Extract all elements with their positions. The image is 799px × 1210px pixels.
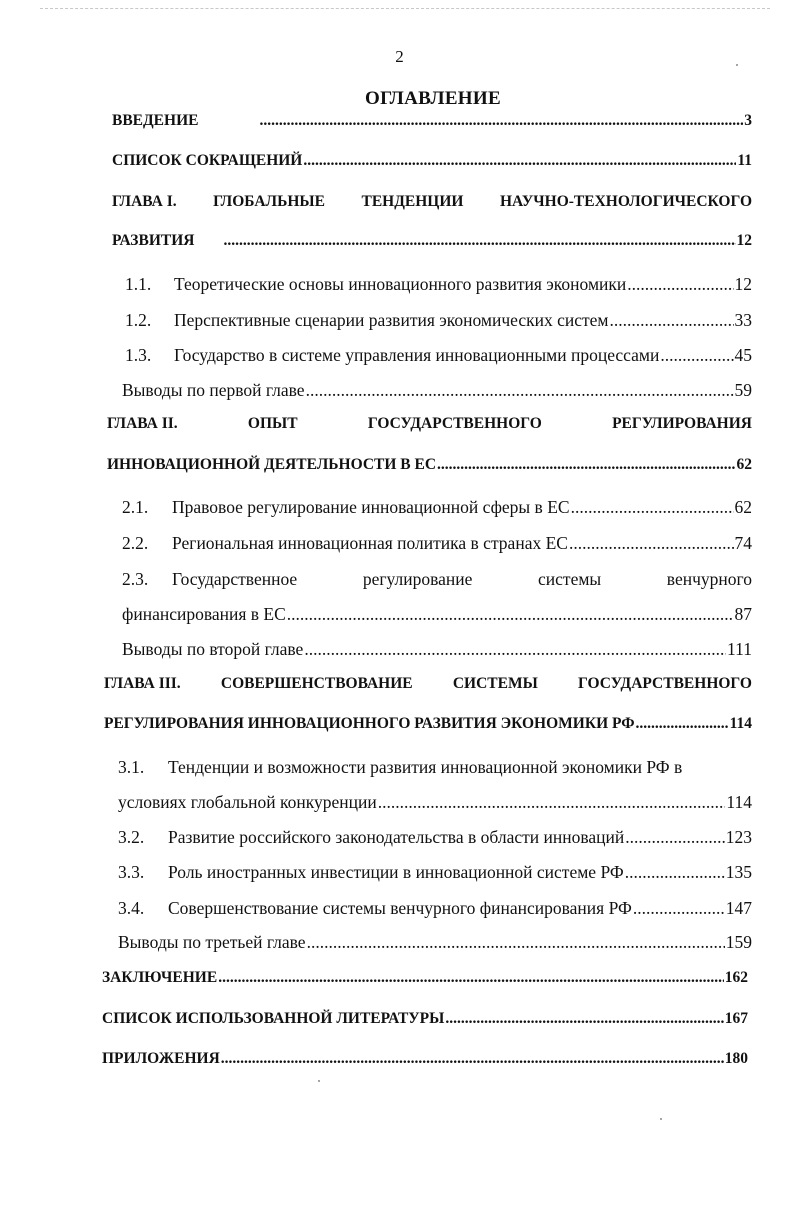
entry-page: 87 xyxy=(734,604,752,624)
scan-edge-line xyxy=(40,8,770,9)
entry-title: Выводы по второй главе xyxy=(122,639,304,659)
dot-leader xyxy=(627,274,733,295)
toc-conclusion-1[interactable] xyxy=(122,380,752,401)
toc-section-1-3[interactable] xyxy=(125,345,752,366)
scan-speck xyxy=(736,64,738,66)
entry-page: 159 xyxy=(725,932,752,952)
toc-section-1-2[interactable] xyxy=(125,310,752,331)
section-title: Развитие российского законодательства в области инноваций xyxy=(168,827,625,847)
entry-page: 135 xyxy=(725,862,752,882)
dot-leader xyxy=(306,380,734,401)
entry-page: 33 xyxy=(734,310,752,330)
section-number: 1.1. xyxy=(125,274,152,294)
dot-leader xyxy=(625,827,725,848)
entry-page: 12 xyxy=(736,232,752,249)
entry-page: 45 xyxy=(734,345,752,365)
dot-leader xyxy=(307,932,725,953)
entry-title: СПИСОК СОКРАЩЕНИЙ xyxy=(112,152,303,169)
chapter-title-word: ГОСУДАРСТВЕННОГО xyxy=(367,415,542,432)
section-title-word: регулирование xyxy=(362,569,473,589)
toc-conclusion-2[interactable] xyxy=(122,639,752,660)
entry-page: 114 xyxy=(729,715,752,732)
section-title-word: венчурного xyxy=(666,569,752,589)
dot-leader xyxy=(218,969,724,987)
toc-entry-references[interactable] xyxy=(102,1010,748,1028)
entry-title: ИННОВАЦИОННОЙ ДЕЯТЕЛЬНОСТИ В ЕС xyxy=(107,456,437,473)
chapter-title-word: СОВЕРШЕНСТВОВАНИЕ xyxy=(220,675,413,692)
entry-title: условиях глобальной конкуренции xyxy=(118,792,377,812)
section-number: 1.3. xyxy=(125,345,152,365)
section-title: Государство в системе управления инновационными процессами xyxy=(174,345,660,365)
entry-title: Выводы по первой главе xyxy=(122,380,305,400)
section-title: Региональная инновационная политика в странах ЕС xyxy=(172,533,568,553)
entry-title: Выводы по третьей главе xyxy=(118,932,306,952)
entry-title: РАЗВИТИЯ xyxy=(112,232,195,249)
dot-leader xyxy=(633,898,725,919)
dot-leader xyxy=(636,715,729,733)
entry-page: 123 xyxy=(725,827,752,847)
scan-speck xyxy=(660,1118,662,1120)
entry-page: 162 xyxy=(724,969,748,986)
scan-speck xyxy=(318,1080,320,1082)
toc-section-1-1[interactable] xyxy=(125,274,752,295)
dot-leader xyxy=(223,232,735,250)
entry-page: 74 xyxy=(734,533,752,553)
dot-leader xyxy=(378,792,726,813)
dot-leader xyxy=(259,112,743,130)
dot-leader xyxy=(221,1050,724,1068)
chapter-title-word: ГОСУДАРСТВЕННОГО xyxy=(578,675,752,692)
dot-leader xyxy=(437,456,735,474)
toc-section-2-2[interactable] xyxy=(122,533,752,554)
toc-conclusion-3[interactable] xyxy=(118,932,752,953)
dot-leader xyxy=(303,152,736,170)
dot-leader xyxy=(445,1010,723,1028)
entry-title: СПИСОК ИСПОЛЬЗОВАННОЙ ЛИТЕРАТУРЫ xyxy=(102,1010,445,1027)
chapter-label: ГЛАВА II. xyxy=(107,415,178,432)
section-title-word: системы xyxy=(538,569,602,589)
toc-chapter-3-heading[interactable] xyxy=(104,675,752,693)
section-title: Теоретические основы инновационного развития экономики xyxy=(174,274,627,294)
section-number: 2.3. xyxy=(122,569,149,589)
section-number: 1.2. xyxy=(125,310,152,330)
dot-leader xyxy=(304,639,726,660)
entry-title: РЕГУЛИРОВАНИЯ ИННОВАЦИОННОГО РАЗВИТИЯ ЭКОНОМИКИ РФ xyxy=(104,715,635,732)
toc-chapter-2-cont[interactable] xyxy=(107,456,752,474)
entry-title: ПРИЛОЖЕНИЯ xyxy=(102,1050,220,1067)
toc-entry-conclusion[interactable] xyxy=(102,969,748,987)
entry-page: 11 xyxy=(737,152,752,169)
section-number: 3.1. xyxy=(118,757,145,777)
chapter-label: ГЛАВА III. xyxy=(104,675,181,692)
entry-page: 62 xyxy=(736,456,752,473)
entry-page: 114 xyxy=(726,792,752,812)
entry-page: 111 xyxy=(727,639,752,659)
section-number: 3.4. xyxy=(118,898,145,918)
entry-title: финансирования в ЕС xyxy=(122,604,286,624)
chapter-title-word: ГЛОБАЛЬНЫЕ xyxy=(213,193,325,210)
toc-entry-intro[interactable] xyxy=(112,112,752,130)
dot-leader xyxy=(610,310,734,331)
section-title: Совершенствование системы венчурного финансирования РФ xyxy=(168,898,632,918)
toc-heading: ОГЛАВЛЕНИЕ xyxy=(365,88,501,109)
section-number: 3.2. xyxy=(118,827,145,847)
dot-leader xyxy=(625,862,725,883)
toc-entry-appendix[interactable] xyxy=(102,1050,748,1068)
toc-section-2-1[interactable] xyxy=(122,497,752,518)
chapter-title-word: НАУЧНО-ТЕХНОЛОГИЧЕСКОГО xyxy=(500,193,752,210)
section-title-word: Государственное xyxy=(172,569,298,589)
entry-title: ВВЕДЕНИЕ xyxy=(112,112,199,129)
page-number: 2 xyxy=(395,47,404,66)
chapter-title-word: ОПЫТ xyxy=(247,415,298,432)
section-title: Роль иностранных инвестиции в инновационной системе РФ xyxy=(168,862,624,882)
entry-page: 3 xyxy=(744,112,752,129)
toc-chapter-1-cont[interactable] xyxy=(112,232,752,250)
dot-leader xyxy=(569,533,734,554)
section-number: 3.3. xyxy=(118,862,145,882)
toc-section-3-4[interactable] xyxy=(118,898,752,919)
chapter-title-word: РЕГУЛИРОВАНИЯ xyxy=(612,415,752,432)
toc-section-3-2[interactable] xyxy=(118,827,752,848)
entry-page: 12 xyxy=(734,274,752,294)
section-number: 2.1. xyxy=(122,497,149,517)
entry-page: 147 xyxy=(725,898,752,918)
chapter-title-word: СИСТЕМЫ xyxy=(452,675,538,692)
section-title: Правовое регулирование инновационной сферы в ЕС xyxy=(172,497,570,517)
toc-section-2-3-cont[interactable] xyxy=(122,604,752,625)
entry-page: 180 xyxy=(724,1050,748,1067)
section-title: Тенденции и возможности развития инновационной экономики РФ в xyxy=(168,757,683,777)
toc-chapter-3-cont[interactable] xyxy=(104,715,752,733)
dot-leader xyxy=(660,345,733,366)
toc-chapter-2-heading[interactable] xyxy=(107,415,752,433)
toc-section-2-3[interactable] xyxy=(122,569,752,590)
toc-section-3-1-cont[interactable] xyxy=(118,792,752,813)
chapter-title-word: ТЕНДЕНЦИИ xyxy=(361,193,464,210)
entry-page: 62 xyxy=(734,497,752,517)
toc-section-3-1[interactable] xyxy=(118,757,752,778)
entry-page: 59 xyxy=(734,380,752,400)
entry-page: 167 xyxy=(724,1010,748,1027)
chapter-label: ГЛАВА I. xyxy=(112,193,177,210)
section-number: 2.2. xyxy=(122,533,149,553)
section-title: Перспективные сценарии развития экономических систем xyxy=(174,310,609,330)
toc-chapter-1-heading[interactable] xyxy=(112,193,752,211)
toc-entry-abbreviations[interactable] xyxy=(112,152,752,170)
dot-leader xyxy=(571,497,734,518)
toc-section-3-3[interactable] xyxy=(118,862,752,883)
entry-title: ЗАКЛЮЧЕНИЕ xyxy=(102,969,218,986)
dot-leader xyxy=(287,604,734,625)
